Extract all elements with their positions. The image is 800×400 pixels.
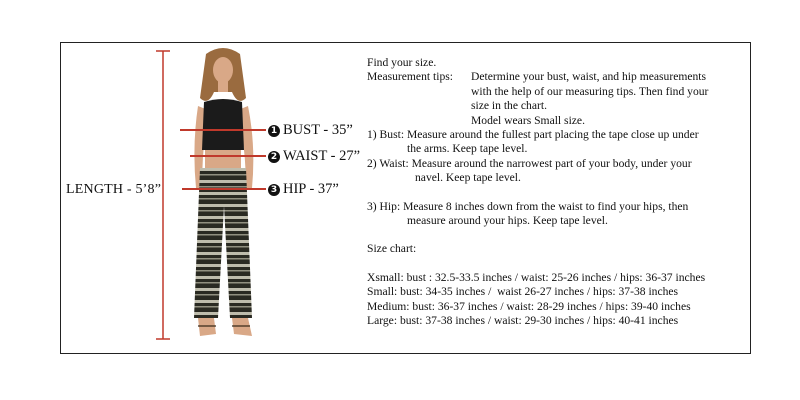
tips-line: Model wears Small size. [471, 113, 585, 127]
measurement-tips [367, 70, 747, 128]
step-bust: 1) Bust: Measure around the fullest part placing the tape close up under [367, 128, 699, 142]
hip-label: HIP - 37” [283, 181, 339, 197]
size-row: Small: bust: 34-35 inches / waist 26-27 inches / hips: 37-38 inches [367, 285, 679, 299]
hip-measure-line [182, 188, 266, 190]
bust-marker [268, 122, 353, 139]
waist-label: WAIST - 27” [283, 148, 361, 164]
hip-marker [268, 181, 339, 198]
waist-marker [268, 148, 360, 165]
bust-measure-line [180, 129, 266, 131]
tips-line: size in the chart. [471, 99, 547, 113]
size-guide-text [367, 56, 747, 329]
size-row: Xsmall: bust : 32.5-33.5 inches / waist: 25-26 inches / hips: 36-37 inches [367, 270, 706, 284]
tips-label: Measurement tips: [367, 70, 453, 84]
step-waist: 2) Waist: Measure around the narrowest part of your body, under your [367, 156, 692, 170]
length-label: LENGTH - 5’8” [66, 182, 162, 197]
size-row: Medium: bust: 36-37 inches / waist: 28-29 inches / hips: 39-40 inches [367, 299, 691, 313]
model-image [168, 46, 278, 342]
tips-line: Determine your bust, waist, and hip measurements [471, 70, 707, 84]
marker-number-2: 2 [268, 151, 280, 163]
marker-number-1: 1 [268, 125, 280, 137]
step-hip: 3) Hip: Measure 8 inches down from the waist to find your hips, then [367, 199, 689, 213]
waist-measure-line [190, 155, 266, 157]
step-waist-cont: navel. Keep tape level. [415, 171, 521, 185]
step-bust-cont: the arms. Keep tape level. [407, 142, 528, 156]
tips-line: with the help of our measuring tips. Then find your [471, 84, 709, 98]
size-chart-title: Size chart: [367, 242, 417, 256]
step-hip-cont: measure around your hips. Keep tape level. [407, 214, 608, 228]
size-row: Large: bust: 37-38 inches / waist: 29-30 inches / hips: 40-41 inches [367, 314, 679, 328]
bust-label: BUST - 35” [283, 122, 353, 138]
marker-number-3: 3 [268, 184, 280, 196]
guide-heading: Find your size. [367, 56, 437, 69]
